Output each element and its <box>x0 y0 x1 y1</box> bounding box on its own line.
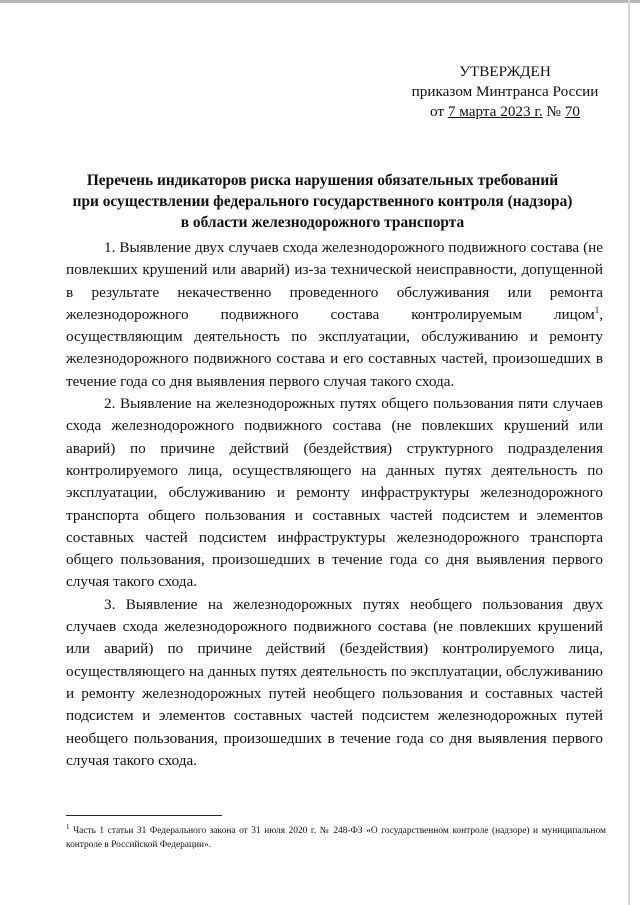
scan-right-edge <box>628 0 630 905</box>
approval-number: 70 <box>564 103 580 120</box>
title-line-1: Перечень индикаторов риска нарушения обязательных требований <box>86 172 559 189</box>
approval-date: 7 марта 2023 г. <box>447 103 543 120</box>
title-line-3: в области железнодорожного транспорта <box>180 214 465 231</box>
approval-stamp-block <box>395 62 615 122</box>
footnote-reference: 1 <box>594 304 600 315</box>
footnote-divider <box>66 815 222 816</box>
document-title <box>70 170 575 233</box>
scan-top-edge <box>0 0 640 3</box>
item-1 <box>66 237 603 393</box>
title-line-2: при осуществлении федерального государственного контроля (надзора) <box>72 193 573 210</box>
item-1-text-after: , осуществляющим деятельность по эксплуатации, обслуживанию и ремонту железнодорожного подвижного состава и его составных частей, произошедших в течение года со дня выявления первого случая такого схода. <box>66 305 603 390</box>
approval-date-line <box>395 102 615 122</box>
item-2: 2. Выявление на железнодорожных путях общего пользования пяти случаев схода железнодорожного подвижного состава (не повлекших крушений или аварий) по причине действий (бездействия) структурного подразделения контролируемого лица, осуществляющего на данных путях деятельность по эксплуатации, обслуживанию и ремонту инфраструктуры железнодорожного транспорта общего пользования и составных частей подсистем и элементов составных частей подсистем инфраструктуры железнодорожного транспорта общего пользования, произошедших в течение года со дня выявления первого случая такого схода. <box>66 395 603 591</box>
footnote <box>66 824 606 852</box>
item-1-text-before: 1. Выявление двух случаев схода железнодорожного подвижного состава (не повлекших крушений или аварий) из-за технической неисправности, допущенной в результате некачественно проведенного обслуживания или ремонта железнодорожного подвижного состава контролируемым лицом <box>66 239 603 323</box>
approval-from: от <box>430 103 445 120</box>
document-body <box>66 237 603 772</box>
approval-heading: УТВЕРЖДЕН <box>459 63 551 80</box>
approval-number-sign: № <box>546 103 562 120</box>
approval-order-line: приказом Минтранса России <box>411 83 599 100</box>
footnote-number: 1 <box>66 822 70 831</box>
item-3: 3. Выявление на железнодорожных путях необщего пользования двух случаев схода железнодорожного подвижного состава (не повлекших крушений или аварий) по причине действий (бездействия) контролируемого лица, осуществляющего на данных путях деятельность по эксплуатации, обслуживанию и ремонту железнодорожных путей необщего пользования и составных частей подсистем и элементов составных частей подсистем железнодорожных путей необщего пользования, произошедших в течение года со дня выявления первого случая такого схода. <box>66 595 603 769</box>
footnote-text: Часть 1 статьи 31 Федерального закона от 31 июля 2020 г. № 248-ФЗ «О государственном контроле (надзоре) и муниципальном контроле в Российской Федерации». <box>66 826 606 850</box>
